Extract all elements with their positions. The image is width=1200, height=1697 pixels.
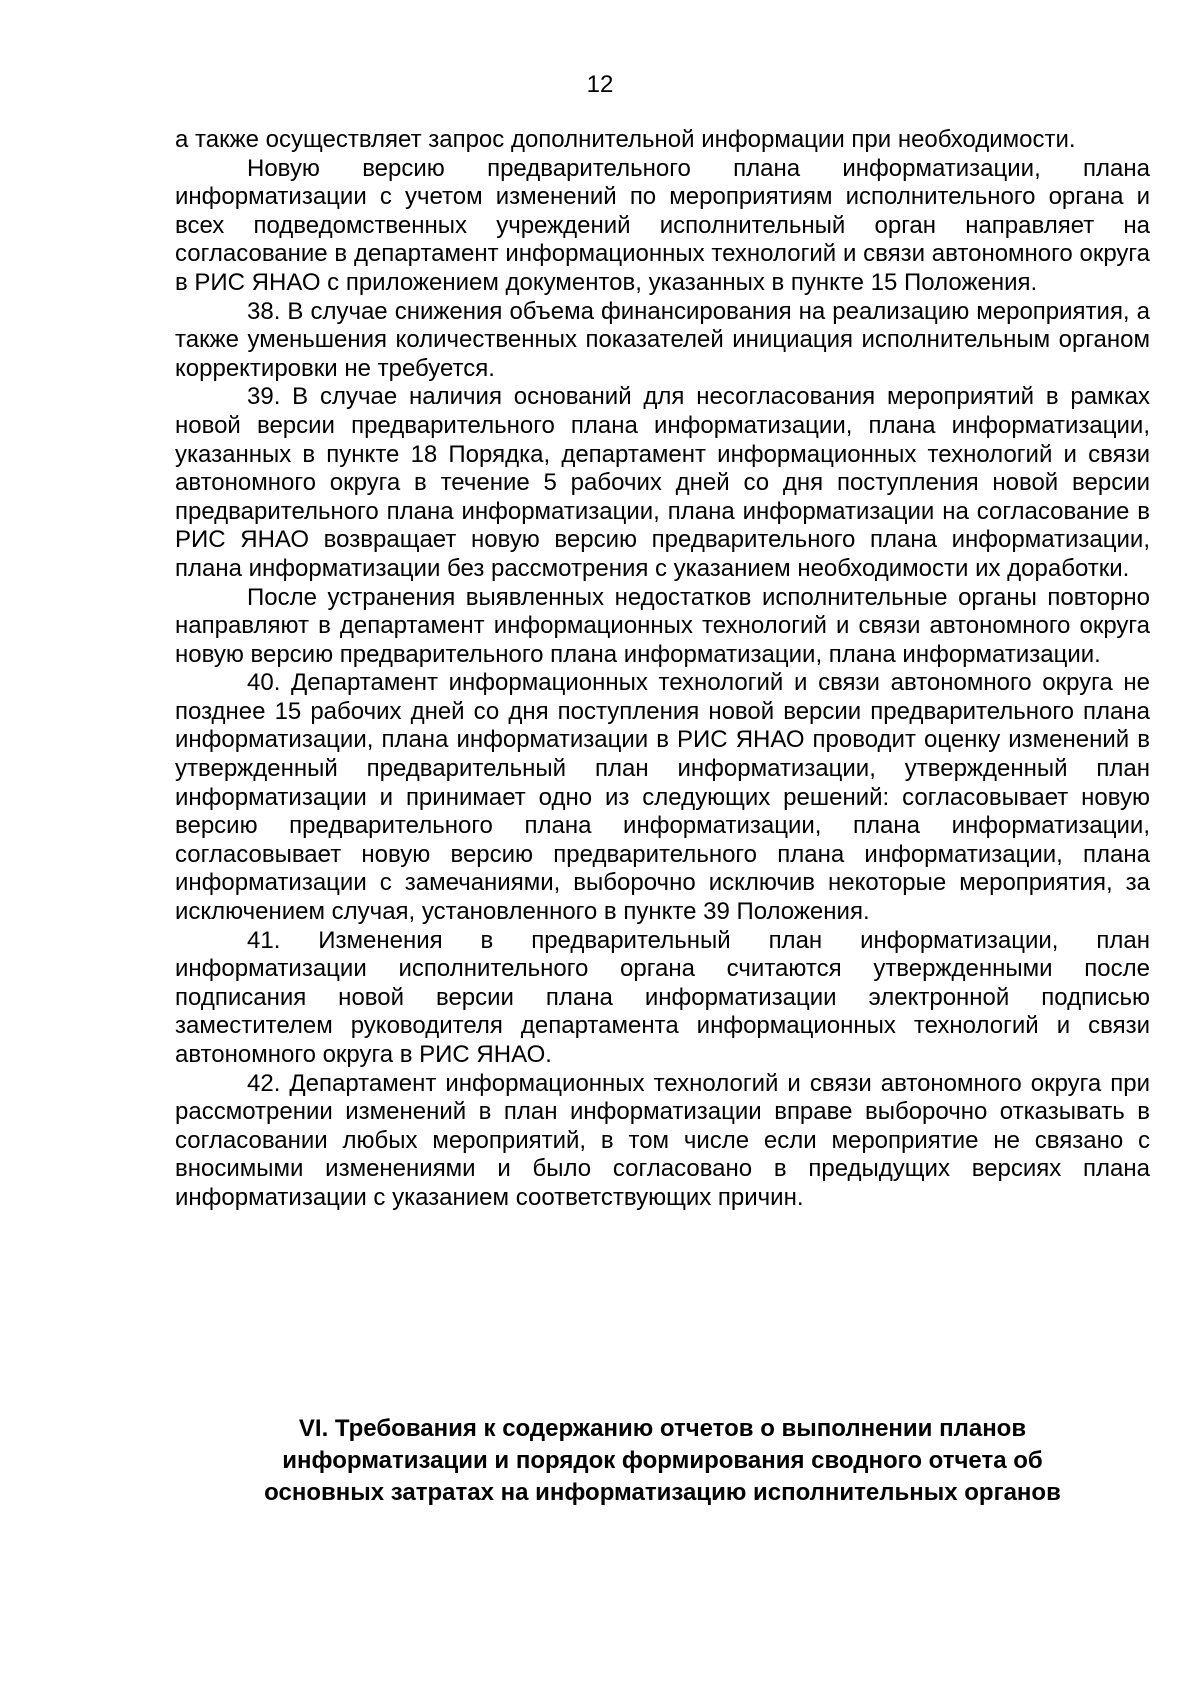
section-heading [175, 1413, 1150, 1509]
paragraph-item-38: 38. В случае снижения объема финансирования на реализацию мероприятия, а также уменьшения количественных показателей инициация исполнительным органом корректировки не требуется. [175, 297, 1150, 382]
paragraph-after-corrections: После устранения выявленных недостатков исполнительные органы повторно направляют в департамент информационных технологий и связи автономного округа новую версию предварительного плана информатизации, плана информатизации. [175, 583, 1150, 668]
paragraph-item-40: 40. Департамент информационных технологий и связи автономного округа не позднее 15 рабочих дней со дня поступления новой версии предварительного плана информатизации, плана информатизации в РИС ЯНАО проводит оценку изменений в утвержденный предварительный план информатизации, утвержденный план информатизации и принимает одно из следующих решений: согласовывает новую версию предварительного плана информатизации, плана информатизации, согласовывает новую версию предварительного плана информатизации, плана информатизации с замечаниями, выборочно исключив некоторые мероприятия, за исключением случая, установленного в пункте 39 Положения. [175, 669, 1150, 926]
paragraph-new-version: Новую версию предварительного плана информатизации, плана информатизации с учетом изменений по мероприятиям исполнительного органа и всех подведомственных учреждений исполнительный орган направляет на согласование в департамент информационных технологий и связи автономного округа в РИС ЯНАО с приложением документов, указанных в пункте 15 Положения. [175, 154, 1150, 296]
section-heading-line: VI. Требования к содержанию отчетов о выполнении планов [298, 1415, 1027, 1442]
paragraph-item-39: 39. В случае наличия оснований для несогласования мероприятий в рамках новой версии предварительного плана информатизации, плана информатизации, указанных в пункте 18 Порядка, департамент информационных технологий и связи автономного округа в течение 5 рабочих дней со дня поступления новой версии предварительного плана информатизации, плана информатизации на согласование в РИС ЯНАО возвращает новую версию предварительного плана информатизации, плана информатизации без рассмотрения с указанием необходимости их доработки. [175, 383, 1150, 582]
section-heading-line: основных затратах на информатизацию исполнительных органов [264, 1479, 1061, 1506]
paragraph-continuation: а также осуществляет запрос дополнительной информации при необходимости. [175, 126, 1076, 153]
paragraph-item-41: 41. Изменения в предварительный план информатизации, план информатизации исполнительного органа считаются утвержденными после подписания новой версии плана информатизации электронной подписью заместителем руководителя департамента информационных технологий и связи автономного округа в РИС ЯНАО. [175, 926, 1150, 1068]
section-heading-line: информатизации и порядок формирования сводного отчета об [282, 1447, 1043, 1474]
page-number: 12 [586, 71, 614, 98]
document-body [175, 126, 1150, 1213]
paragraph-item-42: 42. Департамент информационных технологий и связи автономного округа при рассмотрении изменений в план информатизации вправе выборочно отказывать в согласовании любых мероприятий, в том числе если мероприятие не связано с вносимыми изменениями и было согласовано в предыдущих версиях плана информатизации с указанием соответствующих причин. [175, 1069, 1150, 1211]
